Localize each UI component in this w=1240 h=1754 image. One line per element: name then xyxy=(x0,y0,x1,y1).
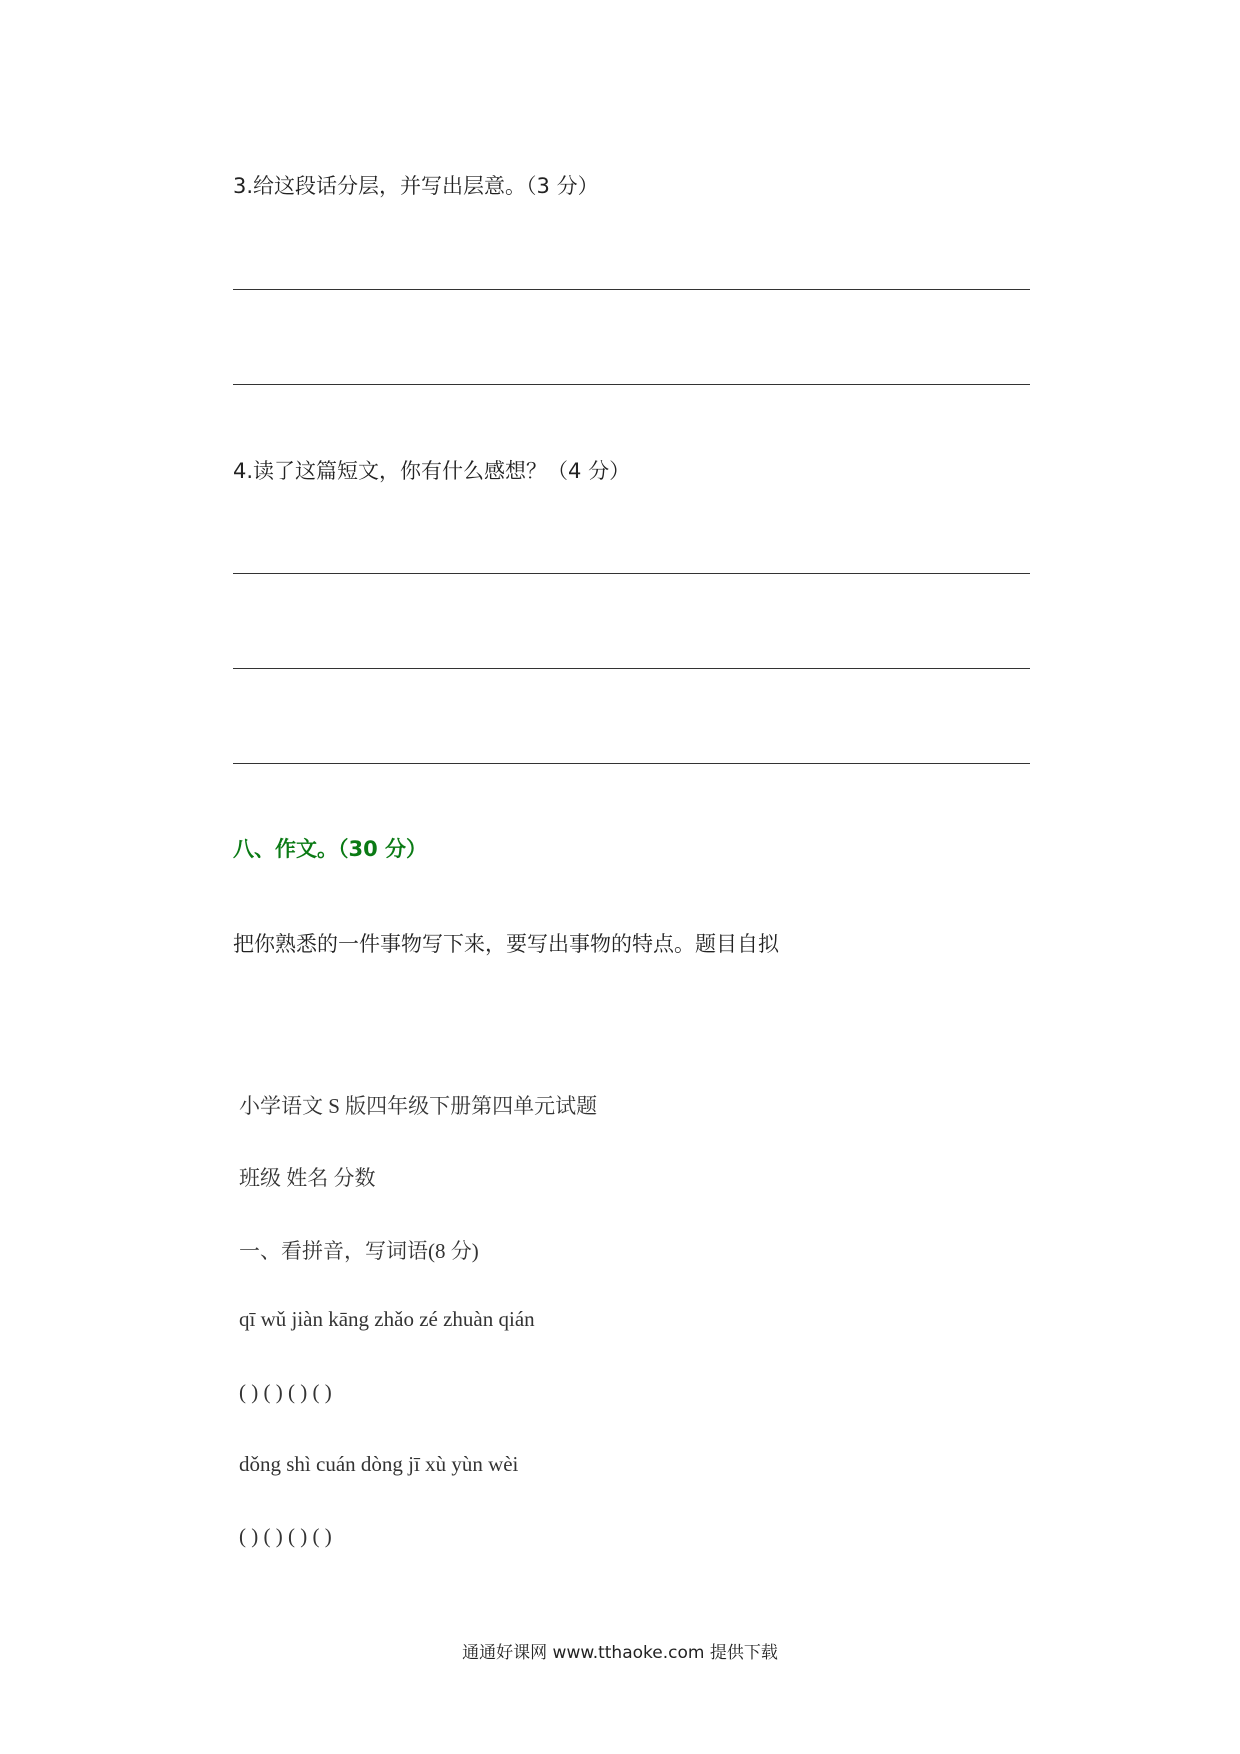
answer-blanks-row-1: ( ) ( ) ( ) ( ) xyxy=(239,1380,332,1404)
page-footer: 通通好课网 www.tthaoke.com 提供下载 xyxy=(462,1643,778,1663)
composition-prompt: 把你熟悉的一件事物写下来，要写出事物的特点。题目自拟 xyxy=(233,932,779,956)
answer-line xyxy=(233,384,1030,385)
question-3-text: 3.给这段话分层，并写出层意。（3 分） xyxy=(233,174,599,198)
answer-line xyxy=(233,573,1030,574)
section-1-heading: 一、看拼音，写词语(8 分) xyxy=(239,1239,479,1263)
student-info-line: 班级 姓名 分数 xyxy=(239,1166,376,1190)
test-title: 小学语文 S 版四年级下册第四单元试题 xyxy=(239,1094,598,1118)
pinyin-row-1: qī wǔ jiàn kāng zhǎo zé zhuàn qián xyxy=(239,1307,535,1331)
question-4-text: 4.读了这篇短文，你有什么感想？（4 分） xyxy=(233,459,631,483)
pinyin-row-2: dǒng shì cuán dòng jī xù yùn wèi xyxy=(239,1452,519,1476)
answer-line xyxy=(233,289,1030,290)
composition-heading: 八、作文。（30 分） xyxy=(233,837,428,861)
answer-blanks-row-2: ( ) ( ) ( ) ( ) xyxy=(239,1524,332,1548)
answer-line xyxy=(233,763,1030,764)
answer-line xyxy=(233,668,1030,669)
